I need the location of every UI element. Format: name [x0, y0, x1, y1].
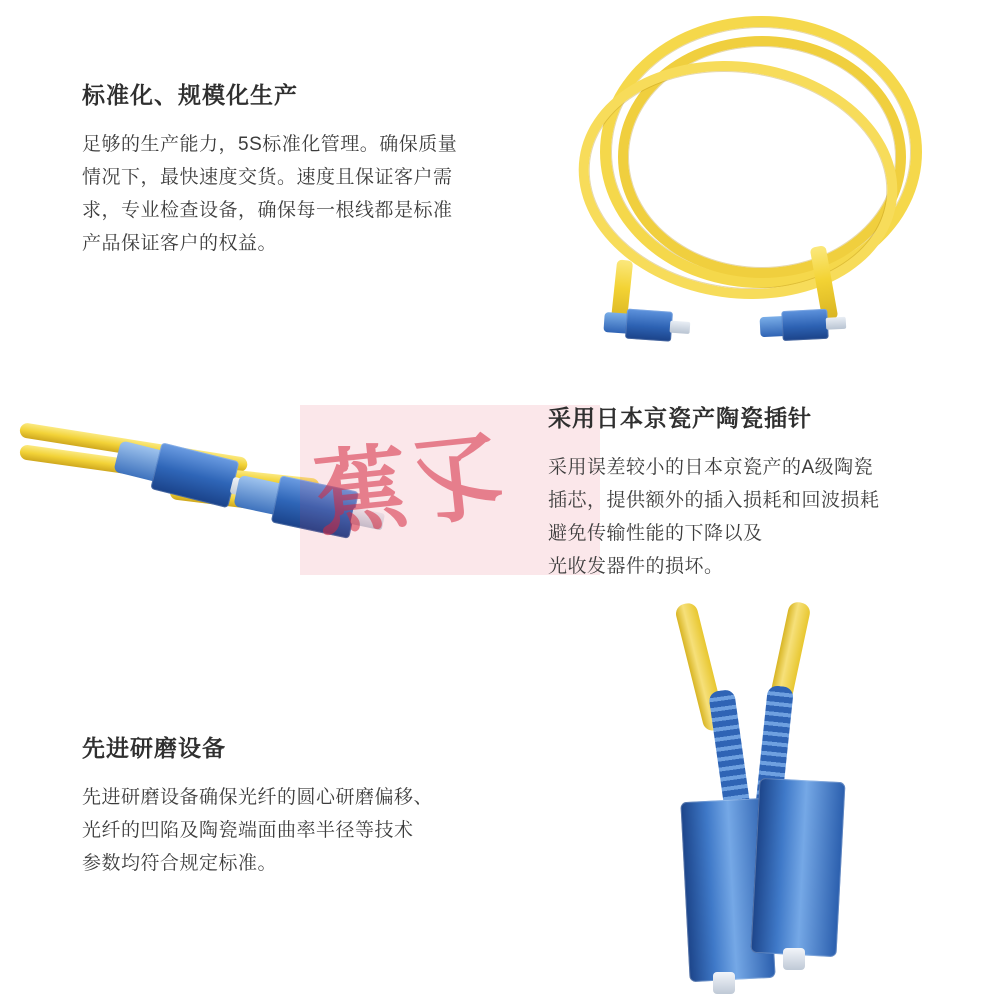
- body-line: 采用误差较小的日本京瓷产的A级陶瓷: [548, 456, 874, 478]
- ceramic-ferrule: [713, 972, 735, 994]
- section-body: [548, 451, 968, 584]
- body-line: 光收发器件的损坏。: [548, 556, 724, 578]
- connector-body: [625, 309, 673, 342]
- body-line: 插芯，提供额外的插入损耗和回波损耗: [548, 489, 880, 511]
- section-advanced-polishing-equipment: [82, 735, 532, 880]
- body-line: 足够的生产能力，5S标准化管理。确保质量: [82, 133, 458, 155]
- connector-body: [750, 778, 845, 957]
- connector-body: [781, 309, 829, 341]
- section-heading: 标准化、规模化生产: [82, 82, 298, 108]
- section-standardized-production: [82, 82, 552, 261]
- section-body: [82, 128, 552, 261]
- sc-connector: [603, 307, 691, 343]
- section-heading: 采用日本京瓷产陶瓷插针: [548, 405, 812, 431]
- ceramic-ferrule: [670, 321, 691, 334]
- ceramic-ferrule: [783, 948, 805, 970]
- body-line: 求，专业检查设备，确保每一根线都是标准: [82, 200, 453, 222]
- ceramic-ferrule: [826, 317, 847, 330]
- section-body: [82, 781, 532, 881]
- section-kyocera-ceramic-ferrule: [548, 405, 968, 584]
- watermark-text: 蕉孓: [310, 425, 513, 548]
- photo-sc-connector-closeup: [645, 600, 975, 990]
- body-line: 情况下，最快速度交货。速度且保证客户需: [82, 166, 453, 188]
- photo-coiled-patch-cord: [560, 10, 990, 360]
- body-line: 光纤的凹陷及陶瓷端面曲率半径等技术: [82, 819, 414, 841]
- body-line: 参数均符合规定标准。: [82, 853, 278, 875]
- body-line: 产品保证客户的权益。: [82, 233, 278, 255]
- body-line: 先进研磨设备确保光纤的圆心研磨偏移、: [82, 786, 434, 808]
- body-line: 避免传输性能的下降以及: [548, 523, 763, 545]
- section-heading: 先进研磨设备: [82, 735, 226, 761]
- connector-body: [150, 442, 239, 508]
- sc-connector: [759, 308, 846, 342]
